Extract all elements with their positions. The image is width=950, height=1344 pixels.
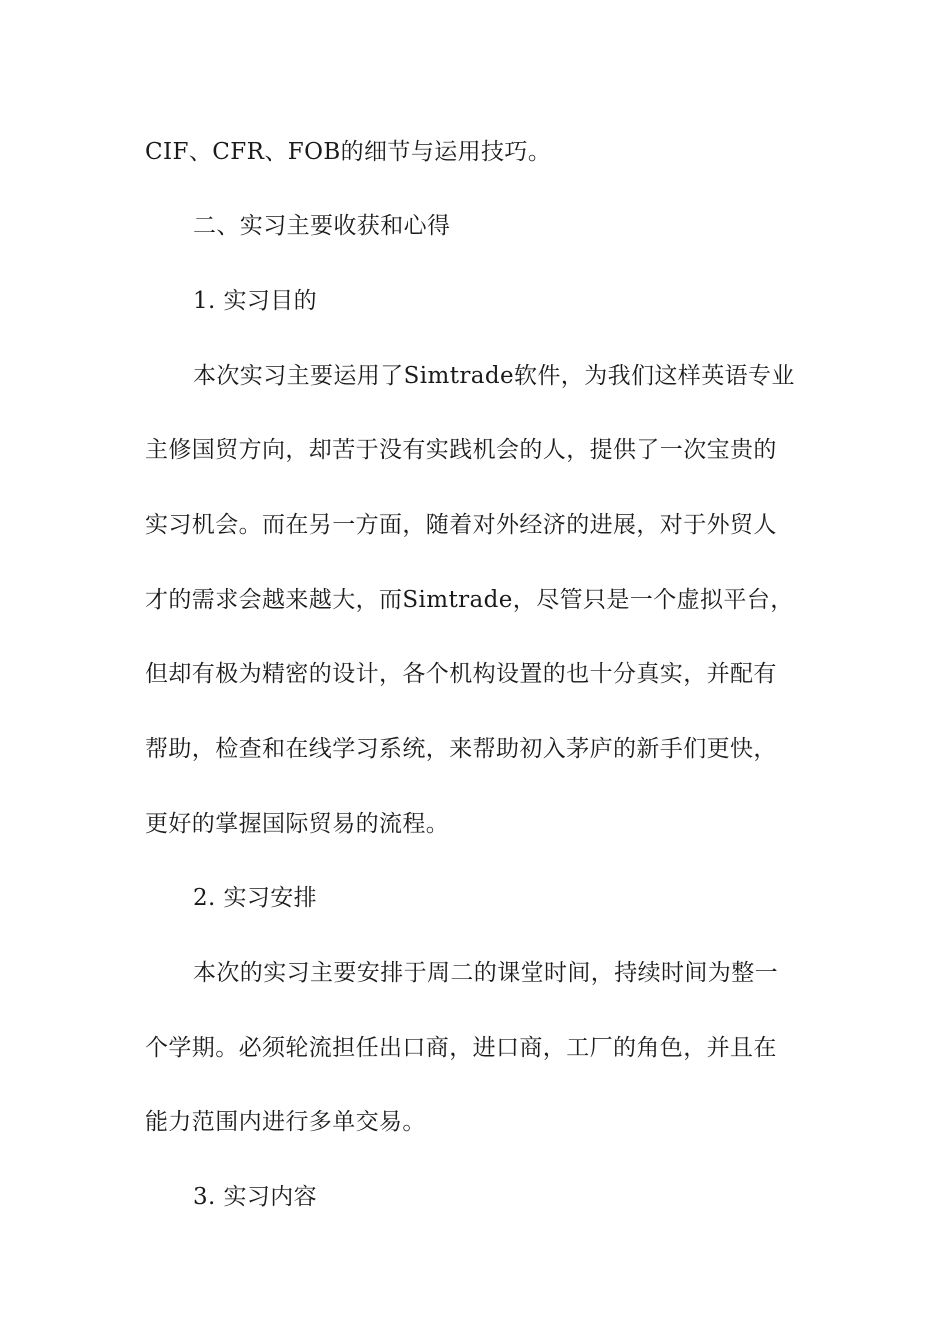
subsection-heading-arrangement: 2. 实习安排	[193, 885, 318, 911]
paragraph-line: 但却有极为精密的设计，各个机构设置的也十分真实，并配有	[145, 661, 777, 687]
section-heading: 二、实习主要收获和心得	[193, 213, 451, 239]
paragraph-line: 主修国贸方向，却苦于没有实践机会的人，提供了一次宝贵的	[145, 437, 777, 463]
paragraph-line: 更好的掌握国际贸易的流程。	[145, 811, 450, 837]
subsection-heading-content: 3. 实习内容	[193, 1184, 318, 1210]
paragraph-line: 实习机会。而在另一方面，随着对外经济的进展，对于外贸人	[145, 512, 777, 538]
paragraph-continuation: CIF、CFR、FOB的细节与运用技巧。	[145, 139, 552, 165]
paragraph-line: 个学期。必须轮流担任出口商，进口商，工厂的角色，并且在	[145, 1035, 777, 1061]
paragraph-line: 本次的实习主要安排于周二的课堂时间，持续时间为整一	[193, 960, 778, 986]
paragraph-line: 帮助，检查和在线学习系统，来帮助初入茅庐的新手们更快，	[145, 736, 777, 762]
paragraph-line: 才的需求会越来越大，而Simtrade，尽管只是一个虚拟平台，	[145, 587, 794, 613]
paragraph-line: 本次实习主要运用了Simtrade软件，为我们这样英语专业	[193, 363, 795, 389]
paragraph-line: 能力范围内进行多单交易。	[145, 1109, 426, 1135]
subsection-heading-purpose: 1. 实习目的	[193, 288, 318, 314]
